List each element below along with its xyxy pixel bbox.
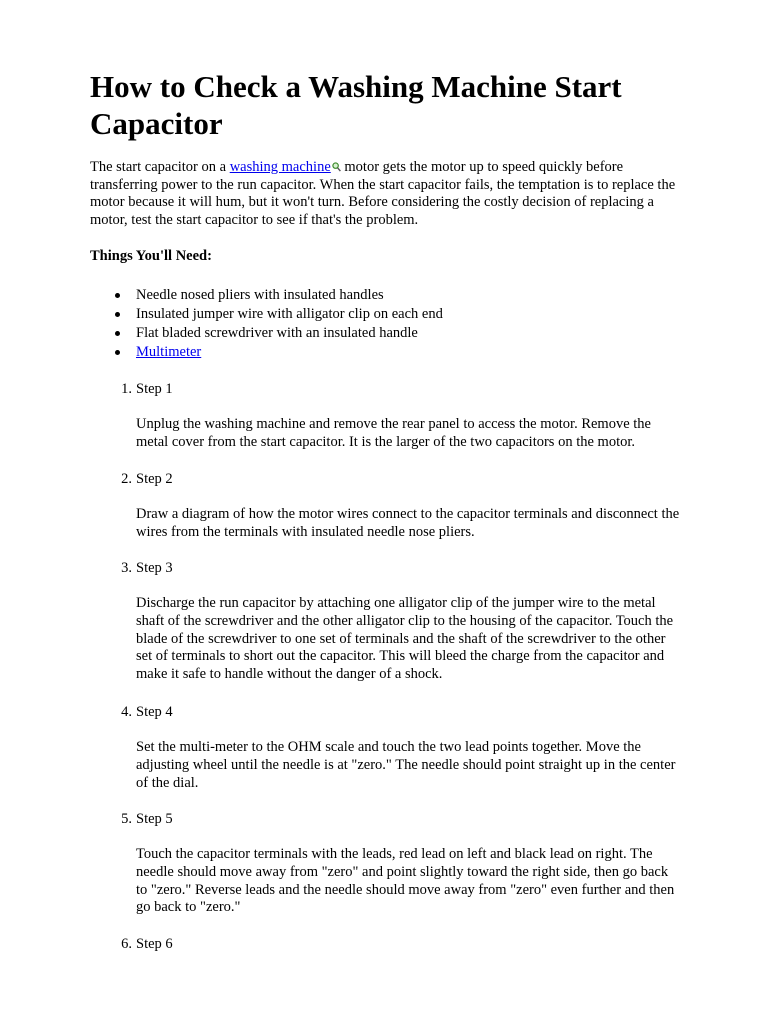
step-2-body: Draw a diagram of how the motor wires connect to the capacitor terminals and disconnect the wires from the terminals with insulated needle nose pliers. (136, 506, 680, 540)
list-item-text: Insulated jumper wire with alligator clip on each end (136, 306, 443, 322)
step-2-number: 2. (121, 471, 132, 487)
list-item-text: Flat bladed screwdriver with an insulated handle (136, 325, 418, 341)
step-4-title: Step 4 (136, 704, 173, 720)
step-1-number: 1. (121, 381, 132, 397)
step-3-number: 3. (121, 560, 132, 576)
step-1-title: Step 1 (136, 381, 173, 397)
multimeter-link[interactable]: Multimeter (136, 344, 202, 360)
step-6-number: 6. (121, 936, 132, 952)
step-5-title: Step 5 (136, 811, 173, 827)
bullet-icon (115, 293, 120, 298)
things-needed-list (90, 286, 690, 362)
intro-text-before-link: The start capacitor on a (90, 159, 230, 175)
things-needed-heading: Things You'll Need: (90, 248, 212, 264)
magnifier-icon[interactable] (332, 162, 341, 172)
list-item (90, 286, 690, 305)
step-6-title: Step 6 (136, 936, 173, 952)
step-3-body: Discharge the run capacitor by attaching one alligator clip of the jumper wire to the metal shaft of the screwdriver and the other alligator clip to the housing of the capacitor. Touch the blade of the screwdriver to one set of terminals and the shaft of the screwdriver to the other set of terminals to short out the capacitor. This will bleed the charge from the capacitor and make it safe to handle without the danger of a shock. (136, 595, 674, 683)
page-title: How to Check a Washing Machine Start Capacitor (90, 69, 622, 141)
bullet-icon (115, 350, 120, 355)
step-5-body: Touch the capacitor terminals with the leads, red lead on left and black lead on right. The needle should move away from "zero" and point slightly toward the right side, then go back to "zero." Reverse leads and the needle should move away from "zero" even further and then go back to "zero." (136, 846, 675, 916)
step-5-number: 5. (121, 811, 132, 827)
list-item-text: Needle nosed pliers with insulated handles (136, 287, 384, 303)
washing-machine-link[interactable]: washing machine (229, 159, 331, 175)
step-4-body: Set the multi-meter to the OHM scale and touch the two lead points together. Move the adjusting wheel until the needle is at "zero." The needle should point straight up in the center of the dial. (136, 739, 676, 791)
step-3-title: Step 3 (136, 560, 173, 576)
list-item (90, 343, 690, 362)
bullet-icon (115, 331, 120, 336)
intro-text-after-link: motor gets the motor up to speed quickly before transferring power to the run capacitor. When the start capacitor fails, the temptation is to replace the motor because it will hum, but it won't turn. Before considering the costly decision of replacing a motor, test the start capacitor to see if that's the problem. (90, 159, 676, 228)
list-item (90, 324, 690, 343)
list-item (90, 305, 690, 324)
intro-paragraph (90, 159, 690, 229)
step-2-title: Step 2 (136, 471, 173, 487)
bullet-icon (115, 312, 120, 317)
step-4-number: 4. (121, 704, 132, 720)
step-1-body: Unplug the washing machine and remove the rear panel to access the motor. Remove the metal cover from the start capacitor. It is the larger of the two capacitors on the motor. (136, 416, 651, 450)
